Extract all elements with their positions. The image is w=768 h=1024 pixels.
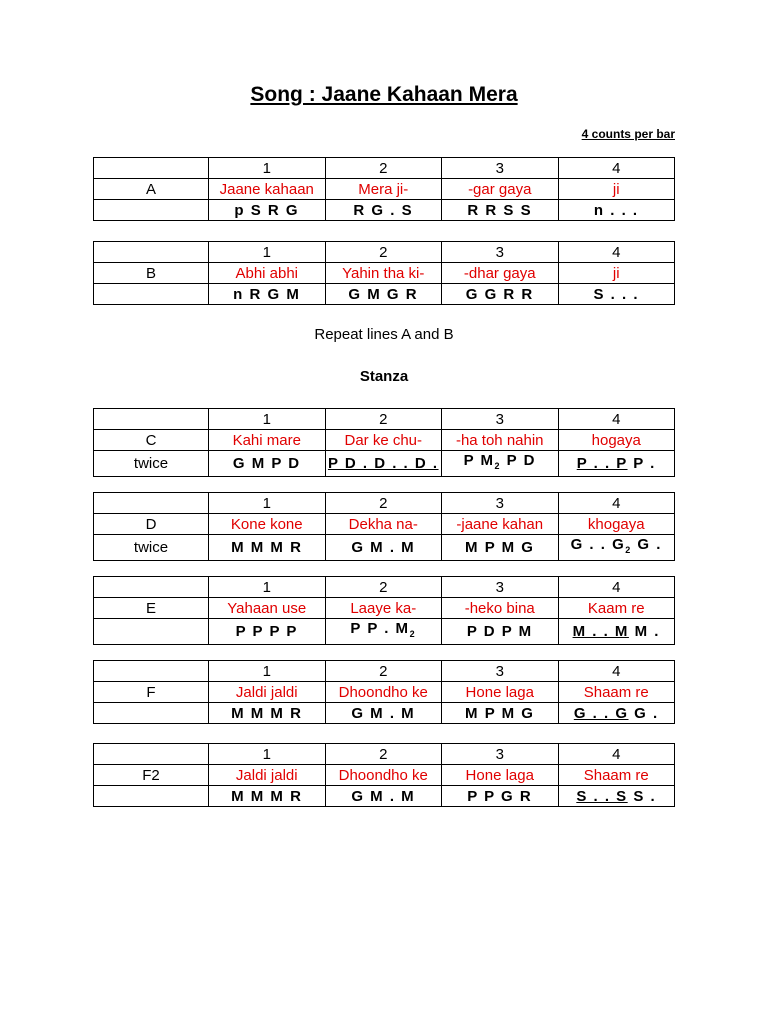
- notes-cell: G G R R: [442, 284, 559, 305]
- corner-cell: [94, 577, 209, 598]
- notes-cell: [442, 451, 559, 477]
- line-label: B: [94, 263, 209, 284]
- notes-cell: [558, 535, 675, 561]
- notes-underlined: M . . M: [572, 623, 629, 640]
- notes-cell: G M . M: [325, 786, 442, 807]
- beat-header: 3: [442, 661, 559, 682]
- lyric-cell: Abhi abhi: [209, 263, 326, 284]
- beat-header: 4: [558, 744, 675, 765]
- corner-cell: [94, 493, 209, 514]
- corner-cell: [94, 409, 209, 430]
- notes-cell: G M G R: [325, 284, 442, 305]
- lyric-cell: Kaam re: [558, 598, 675, 619]
- line-label: F2: [94, 765, 209, 786]
- lyric-cell: Dhoondho ke: [325, 765, 442, 786]
- notes-subscript: 2: [625, 545, 632, 555]
- notes-cell: [558, 703, 675, 724]
- lyric-cell: -ha toh nahin: [442, 430, 559, 451]
- beat-header: 1: [209, 744, 326, 765]
- line-label: D: [94, 514, 209, 535]
- notes-text: P .: [627, 455, 656, 472]
- beat-header: 4: [558, 242, 675, 263]
- beat-header: 2: [325, 409, 442, 430]
- table-f: [93, 660, 675, 724]
- notes-text: P P . M: [350, 620, 410, 637]
- beat-header: 3: [442, 577, 559, 598]
- lyric-cell: -heko bina: [442, 598, 559, 619]
- notes-text: M .: [628, 623, 660, 640]
- table-e: [93, 576, 675, 645]
- notes-underlined: P D . D . . D .: [327, 455, 439, 472]
- line-note: [94, 619, 209, 645]
- notes-cell: p S R G: [209, 200, 326, 221]
- beat-header: 3: [442, 744, 559, 765]
- notes-cell: M P M G: [442, 535, 559, 561]
- beat-header: 3: [442, 493, 559, 514]
- notes-underlined: S . . S: [576, 787, 628, 805]
- beat-header: 1: [209, 242, 326, 263]
- line-label: F: [94, 682, 209, 703]
- line-note: [94, 703, 209, 724]
- notes-cell: P D P M: [442, 619, 559, 645]
- lyric-cell: Dar ke chu-: [325, 430, 442, 451]
- beat-header: 4: [558, 158, 675, 179]
- repeat-note: Repeat lines A and B: [314, 326, 454, 343]
- beat-header: 3: [442, 409, 559, 430]
- notes-subscript: 2: [409, 629, 417, 639]
- line-note: [94, 200, 209, 221]
- beat-header: 4: [558, 661, 675, 682]
- corner-cell: [94, 242, 209, 263]
- notes-cell: G M . M: [325, 703, 442, 724]
- table-a: [93, 157, 675, 221]
- notes-text: G . . G: [570, 536, 626, 553]
- table-b: [93, 241, 675, 305]
- line-note: [94, 786, 209, 807]
- lyric-cell: -dhar gaya: [442, 263, 559, 284]
- line-note: twice: [94, 535, 209, 561]
- beat-header: 1: [209, 661, 326, 682]
- notes-text: P M: [463, 452, 495, 469]
- beat-header: 4: [558, 577, 675, 598]
- beat-header: 1: [209, 158, 326, 179]
- lyric-cell: Yahin tha ki-: [325, 263, 442, 284]
- lyric-cell: Shaam re: [558, 682, 675, 703]
- corner-cell: [94, 661, 209, 682]
- line-note: twice: [94, 451, 209, 477]
- lyric-cell: Dhoondho ke: [325, 682, 442, 703]
- lyric-cell: -jaane kahan: [442, 514, 559, 535]
- beat-header: 1: [209, 409, 326, 430]
- notes-cell: [558, 786, 675, 807]
- notes-cell: n R G M: [209, 284, 326, 305]
- notes-cell: G M . M: [325, 535, 442, 561]
- beat-header: 4: [558, 409, 675, 430]
- line-label: A: [94, 179, 209, 200]
- lyric-cell: -gar gaya: [442, 179, 559, 200]
- beat-header: 4: [558, 493, 675, 514]
- beat-header: 2: [325, 242, 442, 263]
- notes-cell: M M M R: [209, 703, 326, 724]
- page-title: Song : Jaane Kahaan Mera: [250, 83, 518, 106]
- beat-header: 3: [442, 242, 559, 263]
- notes-text: G .: [631, 536, 662, 553]
- stanza-heading: Stanza: [359, 368, 409, 385]
- lyric-cell: Dekha na-: [325, 514, 442, 535]
- line-label: E: [94, 598, 209, 619]
- notes-text: P D: [501, 452, 536, 469]
- notes-cell: P P P P: [209, 619, 326, 645]
- notes-underlined: P . . P: [576, 455, 628, 472]
- notes-text: G .: [628, 704, 659, 722]
- table-d: [93, 492, 675, 561]
- notes-cell: P P G R: [442, 786, 559, 807]
- lyric-cell: Kahi mare: [209, 430, 326, 451]
- notes-cell: M P M G: [442, 703, 559, 724]
- lyric-cell: ji: [558, 179, 675, 200]
- notes-subscript: 2: [494, 461, 501, 471]
- lyric-cell: Shaam re: [558, 765, 675, 786]
- notes-cell: [325, 451, 442, 477]
- beat-header: 2: [325, 744, 442, 765]
- beat-header: 1: [209, 493, 326, 514]
- beat-header: 2: [325, 493, 442, 514]
- lyric-cell: Hone laga: [442, 765, 559, 786]
- table-f2: [93, 743, 675, 807]
- lyric-cell: Mera ji-: [325, 179, 442, 200]
- line-note: [94, 284, 209, 305]
- corner-cell: [94, 744, 209, 765]
- beat-header: 1: [209, 577, 326, 598]
- lyric-cell: ji: [558, 263, 675, 284]
- notes-cell: M M M R: [209, 535, 326, 561]
- notes-cell: [558, 619, 675, 645]
- counts-note: 4 counts per bar: [581, 127, 675, 141]
- notes-text: S .: [627, 787, 657, 805]
- lyric-cell: Jaldi jaldi: [209, 682, 326, 703]
- notes-cell: S . . .: [558, 284, 675, 305]
- lyric-cell: Laaye ka-: [325, 598, 442, 619]
- lyric-cell: Jaldi jaldi: [209, 765, 326, 786]
- lyric-cell: khogaya: [558, 514, 675, 535]
- notes-cell: n . . .: [558, 200, 675, 221]
- lyric-cell: Kone kone: [209, 514, 326, 535]
- table-c: [93, 408, 675, 477]
- notes-cell: [325, 619, 442, 645]
- notes-cell: [558, 451, 675, 477]
- notes-cell: R R S S: [442, 200, 559, 221]
- lyric-cell: Yahaan use: [209, 598, 326, 619]
- notes-cell: G M P D: [209, 451, 326, 477]
- line-label: C: [94, 430, 209, 451]
- lyric-cell: Hone laga: [442, 682, 559, 703]
- lyric-cell: Jaane kahaan: [209, 179, 326, 200]
- beat-header: 2: [325, 661, 442, 682]
- notes-cell: M M M R: [209, 786, 326, 807]
- beat-header: 2: [325, 577, 442, 598]
- notes-cell: R G . S: [325, 200, 442, 221]
- corner-cell: [94, 158, 209, 179]
- notes-underlined: G . . G: [573, 704, 629, 722]
- beat-header: 2: [325, 158, 442, 179]
- beat-header: 3: [442, 158, 559, 179]
- lyric-cell: hogaya: [558, 430, 675, 451]
